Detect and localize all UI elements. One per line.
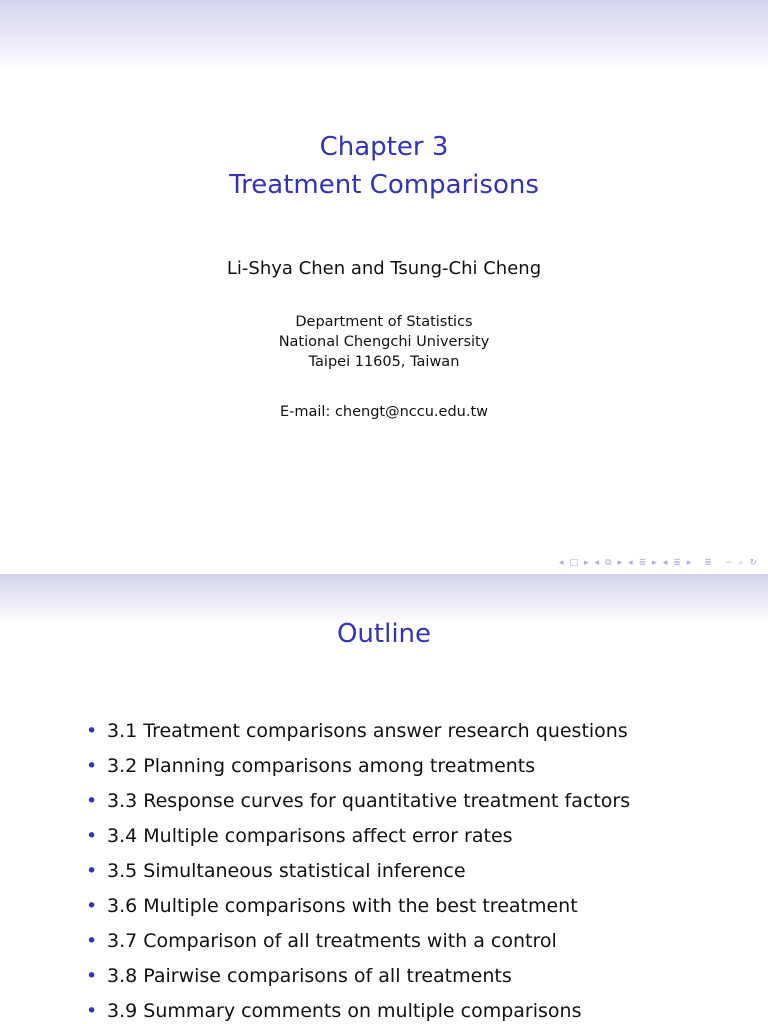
header-band [0,574,768,624]
bullet-icon: • [86,825,98,847]
address: Taipei 11605, Taiwan [308,354,460,370]
subsection-back-icon[interactable]: ◂ [594,558,600,568]
subsection-icon[interactable]: ⧉ [605,558,612,568]
search-icon[interactable]: ⌕ [738,558,744,568]
section-icon[interactable]: ≣ [638,558,647,568]
authors: Li-Shya Chen and Tsung-Chi Cheng [226,258,542,279]
outline-item: • 3.8 Pairwise comparisons of all treatments [86,965,512,987]
frame-forward-icon[interactable]: ▸ [584,558,589,568]
bullet-icon: • [86,895,98,917]
section-forward-icon[interactable]: ▸ [652,558,657,568]
section-back-icon[interactable]: ◂ [628,558,633,568]
outline-item: • 3.7 Comparison of all treatments with a control [86,930,557,952]
chapter-title: Chapter 3 [319,132,449,162]
header-band [0,0,768,72]
bullet-icon: • [86,755,98,777]
bullet-icon: • [86,930,98,952]
department: Department of Statistics [295,314,473,330]
outline-item: • 3.4 Multiple comparisons affect error rates [86,825,513,847]
outline-slide [0,574,768,1024]
outline-item: • 3.6 Multiple comparisons with the best treatment [86,895,578,917]
outline-item: • 3.2 Planning comparisons among treatments [86,755,536,777]
outline-item: • 3.5 Simultaneous statistical inference [86,860,466,882]
subsection-list-icon[interactable]: ≣ [673,558,681,568]
outline-icon[interactable]: ≣ [704,558,712,568]
email: E-mail: chengt@nccu.edu.tw [279,404,489,420]
undo-icon[interactable]: ↻ [749,558,757,568]
frame-back-icon[interactable]: ◂ [559,558,564,568]
align-icon[interactable]: ∽ [724,558,733,568]
outline-title: Outline [336,619,432,649]
bullet-icon: • [86,860,98,882]
bullet-icon: • [86,720,98,742]
bullet-icon: • [86,790,98,812]
frame-icon[interactable]: □ [569,558,579,568]
bullet-icon: • [86,1000,98,1022]
outline-item: • 3.1 Treatment comparisons answer research questions [86,720,628,742]
beamer-navigation-bar [556,556,760,570]
subsection-forward-icon[interactable]: ▸ [617,558,623,568]
subsection-list-forward-icon[interactable]: ▸ [686,558,692,568]
bullet-icon: • [86,965,98,987]
university: National Chengchi University [278,334,490,350]
chapter-subtitle: Treatment Comparisons [229,170,539,200]
subsection-list-back-icon[interactable]: ◂ [662,558,668,568]
outline-item: • 3.9 Summary comments on multiple comparisons [86,1000,582,1022]
outline-item: • 3.3 Response curves for quantitative treatment factors [86,790,631,812]
outline-list [86,718,630,1024]
